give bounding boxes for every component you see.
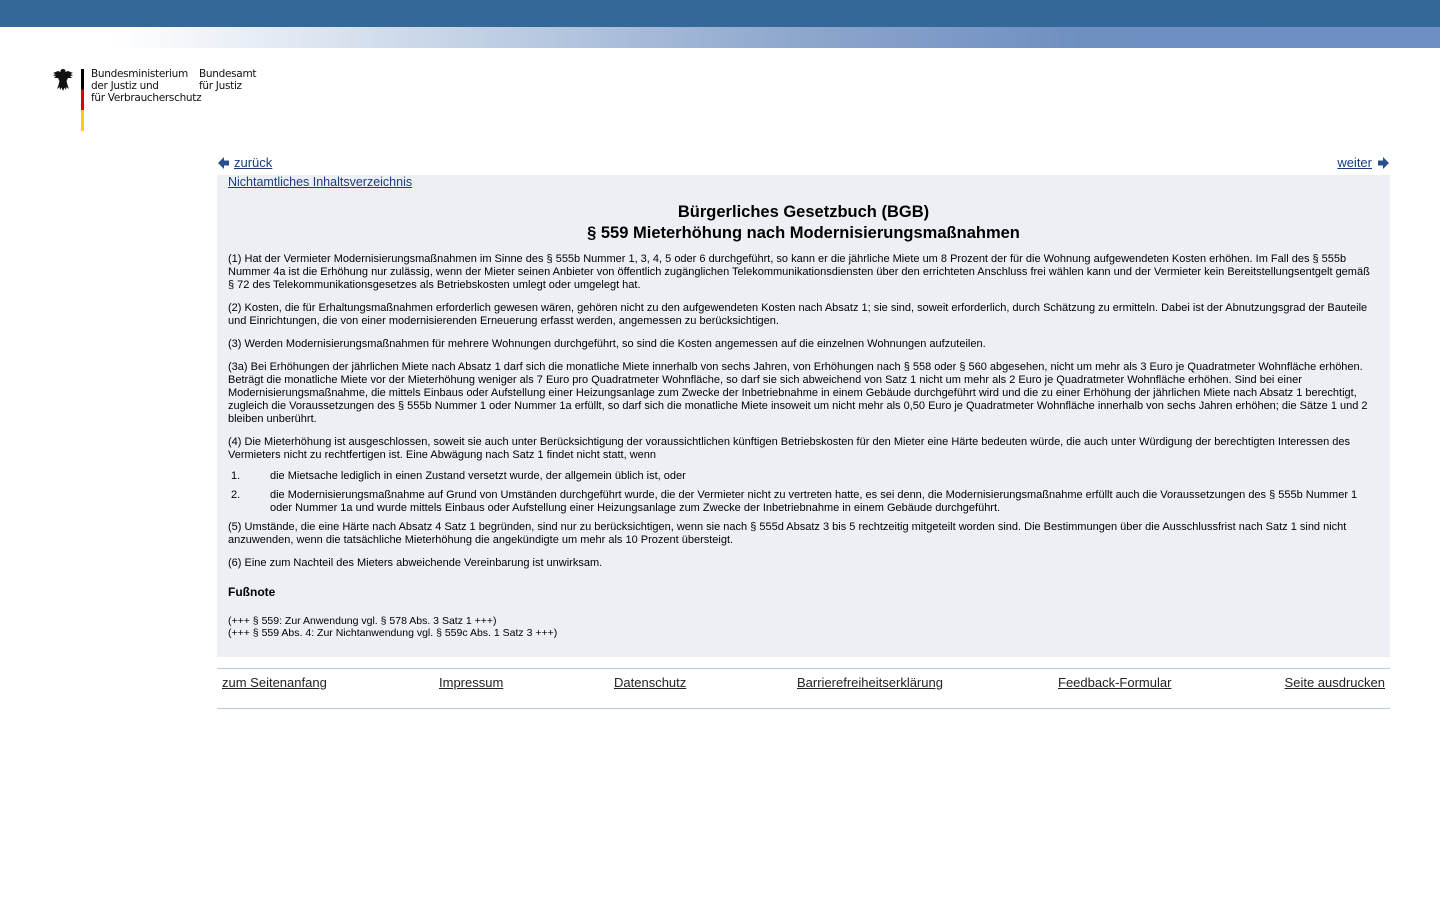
list-item (228, 470, 1378, 483)
feedback-link[interactable]: Feedback-Formular (1058, 675, 1172, 690)
back-link[interactable]: zurück (234, 155, 273, 170)
footer-nav (217, 668, 1390, 709)
office-name: Bundesamt für Justiz (199, 68, 257, 92)
arrow-right-icon[interactable] (1377, 156, 1390, 170)
law-content (217, 175, 1390, 657)
paragraph-2: (2) Kosten, die für Erhaltungsmaßnahmen erforderlich gewesen wären, gehören nicht zu den aufgewendeten Kosten nach Absatz 1; sie sind, soweit erforderlich, durch Schätzung zu ermitteln. Dabei ist der Abnutzungsgrad der Bauteile und Einrichtungen, die von einer modernisierenden Erneuerung erfasst werden, angemessen zu berücksichtigen. (228, 302, 1368, 327)
list-text: die Modernisierungsmaßnahme auf Grund von Umständen durchgeführt wurde, die der Vermieter nicht zu vertreten hatte, es sei denn, die Modernisierungsmaßnahme erfüllt auch die Voraussetzungen des § 555b Nummer 1 oder Nummer 1a und wurde mittels Einbaus oder Aufstellung einer Heizungsanlage zum Zwecke der Inbetriebnahme in einem Gebäude durchgeführt. (270, 489, 1358, 514)
print-page-link[interactable]: Seite ausdrucken (1284, 675, 1385, 690)
pager (217, 155, 1390, 173)
german-flag-stripe (81, 69, 84, 131)
privacy-link[interactable]: Datenschutz (614, 675, 687, 690)
list-number: 1. (231, 470, 241, 482)
top-banner (0, 0, 1440, 27)
table-of-contents-link[interactable]: Nichtamtliches Inhaltsverzeichnis (228, 175, 413, 189)
accessibility-link[interactable]: Barrierefreiheitserklärung (797, 675, 943, 690)
gradient-banner (0, 27, 1440, 48)
paragraph-4-list (228, 470, 1378, 515)
ministry-name: Bundesministerium der Justiz und für Verbraucherschutz (91, 68, 202, 104)
footnote-heading: Fußnote (228, 585, 276, 599)
paragraph-5: (5) Umstände, die eine Härte nach Absatz 4 Satz 1 begründen, sind nur zu berücksichtigen, wenn sie nach § 555d Absatz 3 bis 5 rechtzeitig mitgeteilt worden sind. Die Bestimmungen über die Ausschlussfrist nach Satz 1 sind nicht anzuwenden, wenn die tatsächliche Mieterhöhung die angekündigte um mehr als 10 Prozent übersteigt. (228, 521, 1347, 546)
next-nav[interactable] (1337, 155, 1390, 170)
imprint-link[interactable]: Impressum (439, 675, 504, 690)
list-item (228, 489, 1378, 515)
document-title (217, 202, 1390, 244)
back-nav[interactable] (217, 155, 272, 170)
law-title: Bürgerliches Gesetzbuch (BGB) (677, 203, 930, 221)
back-to-top-link[interactable]: zum Seitenanfang (222, 675, 327, 690)
federal-eagle-icon (52, 68, 74, 92)
section-title: § 559 Mieterhöhung nach Modernisierungsmaßnahmen (587, 224, 1020, 242)
arrow-left-icon[interactable] (217, 156, 230, 170)
section-body (228, 253, 1378, 639)
paragraph-6: (6) Eine zum Nachteil des Mieters abweichende Vereinbarung ist unwirksam. (228, 557, 603, 569)
footnote-line: (+++ § 559: Zur Anwendung vgl. § 578 Abs. 3 Satz 1 +++) (228, 615, 497, 627)
footnote-line: (+++ § 559 Abs. 4: Zur Nichtanwendung vgl. § 559c Abs. 1 Satz 3 +++) (228, 627, 558, 639)
paragraph-4: (4) Die Mieterhöhung ist ausgeschlossen, soweit sie auch unter Berücksichtigung der voraussichtlichen künftigen Betriebskosten für den Mieter eine Härte bedeuten würde, die auch unter Würdigung der berechtigten Interessen des Vermieters nicht zu rechtfertigen ist. Eine Abwägung nach Satz 1 findet nicht statt, wenn (228, 436, 1351, 461)
paragraph-3: (3) Werden Modernisierungsmaßnahmen für mehrere Wohnungen durchgeführt, so sind die Kosten angemessen auf die einzelnen Wohnungen aufzuteilen. (228, 338, 986, 350)
paragraph-1: (1) Hat der Vermieter Modernisierungsmaßnahmen im Sinne des § 555b Nummer 1, 3, 4, 5 oder 6 durchgeführt, so kann er die jährliche Miete um 8 Prozent der für die Wohnung aufgewendeten Kosten erhöhen. Im Fall des § 555b Nummer 4a ist die Erhöhung nur zulässig, wenn der Mieter seinen Anbieter von öffentlich zugänglichen Telekommunikationsdiensten über den errichteten Anschluss frei wählen kann und der Vermieter kein Bereitstellungsentgelt gemäß § 72 des Telekommunikationsgesetzes als Betriebskosten umlegt oder umgelegt hat. (228, 253, 1370, 291)
paragraph-3a: (3a) Bei Erhöhungen der jährlichen Miete nach Absatz 1 darf sich die monatliche Miete innerhalb von sechs Jahren, von Erhöhungen nach § 558 oder § 560 abgesehen, nicht um mehr als 3 Euro je Quadratmeter Wohnfläche erhöhen. Beträgt die monatliche Miete vor der Mieterhöhung weniger als 7 Euro pro Quadratmeter Wohnfläche, so darf sie sich abweichend von Satz 1 nicht um mehr als 2 Euro je Quadratmeter Wohnfläche erhöhen. Sind bei einer Modernisierungsmaßnahme, die mittels Einbaus oder Aufstellung einer Heizungsanlage zum Zwecke der Inbetriebnahme in einem Gebäude durchgeführt wird und die zu einer Erhöhung der jährlichen Miete nach Absatz 1 berechtigt, zugleich die Voraussetzungen des § 555b Nummer 1 oder Nummer 1a erfüllt, so darf sich die monatliche Miete insoweit um nicht mehr als 0,50 Euro je Quadratmeter Wohnfläche innerhalb von sechs Jahren erhöhen; die Sätze 1 und 2 bleiben unberührt. (228, 361, 1368, 425)
next-link[interactable]: weiter (1337, 155, 1372, 170)
list-text: die Mietsache lediglich in einen Zustand versetzt wurde, der allgemein üblich ist, oder (270, 470, 686, 482)
list-number: 2. (231, 489, 241, 501)
